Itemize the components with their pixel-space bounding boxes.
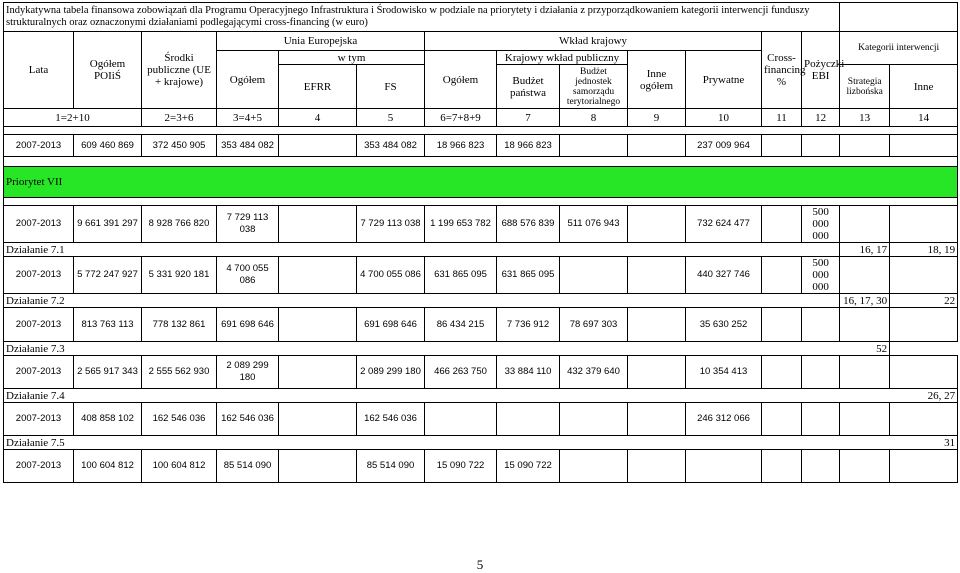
value-cell — [762, 403, 802, 436]
year-cell: 2007-2013 — [4, 308, 74, 342]
table-row — [4, 403, 958, 436]
header-strategia-lizbonska: Strategia lizbońska — [840, 65, 890, 109]
action-row — [4, 243, 958, 257]
value-cell: 246 312 066 — [686, 403, 762, 436]
value-cell: 2 555 562 930 — [142, 356, 217, 389]
value-cell: 7 736 912 — [497, 308, 560, 342]
action-label: Działanie 7.2 — [4, 294, 840, 308]
header-kw-ogolem: Ogółem — [425, 51, 497, 109]
value-cell — [762, 356, 802, 389]
header-fs: FS — [357, 65, 425, 109]
value-cell — [890, 135, 958, 157]
value-cell — [840, 356, 890, 389]
column-numbers-row — [4, 109, 958, 127]
header-ogolem-poiis: Ogółem POIiŚ — [74, 32, 142, 109]
column-number: 12 — [802, 109, 840, 127]
header-wklad-krajowy: Wkład krajowy — [425, 32, 762, 51]
value-cell — [840, 257, 890, 294]
column-number: 10 — [686, 109, 762, 127]
table-row — [4, 356, 958, 389]
column-number: 3=4+5 — [217, 109, 279, 127]
value-cell — [802, 450, 840, 483]
value-cell: 10 354 413 — [686, 356, 762, 389]
value-cell: 86 434 215 — [425, 308, 497, 342]
value-cell — [279, 206, 357, 243]
action-row — [4, 342, 958, 356]
header-efrr: EFRR — [279, 65, 357, 109]
action-row — [4, 436, 958, 450]
header-krajowy-wklad-publiczny: Krajowy wkład publiczny — [497, 51, 628, 65]
value-cell: 408 858 102 — [74, 403, 142, 436]
action-label-row — [4, 436, 958, 450]
value-cell: 691 698 646 — [357, 308, 425, 342]
value-cell — [840, 450, 890, 483]
value-cell — [560, 257, 628, 294]
year-cell: 2007-2013 — [4, 206, 74, 243]
value-cell — [279, 450, 357, 483]
priority-label: Priorytet VII — [4, 167, 958, 198]
financial-table-sheet — [3, 2, 957, 483]
table-row — [4, 450, 958, 483]
spacer — [4, 157, 958, 167]
header-pozyczki-ebi: Pożyczki EBI — [802, 32, 840, 109]
value-cell — [628, 135, 686, 157]
action-label: Działanie 7.3 52 — [4, 342, 890, 356]
header-srodki-publiczne: Środki publiczne (UE + krajowe) — [142, 32, 217, 109]
value-cell — [425, 403, 497, 436]
value-cell — [802, 403, 840, 436]
value-cell: 1 199 653 782 — [425, 206, 497, 243]
value-cell: 688 576 839 — [497, 206, 560, 243]
value-cell: 609 460 869 — [74, 135, 142, 157]
value-cell: 813 763 113 — [74, 308, 142, 342]
year-cell: 2007-2013 — [4, 135, 74, 157]
action-row — [4, 389, 958, 403]
column-number: 8 — [560, 109, 628, 127]
value-cell: 7 729 113 038 — [217, 206, 279, 243]
value-cell: 15 090 722 — [497, 450, 560, 483]
value-cell — [628, 403, 686, 436]
value-cell: 5 772 247 927 — [74, 257, 142, 294]
header-budzet-panstwa: Budżet państwa — [497, 65, 560, 109]
value-cell: 100 604 812 — [74, 450, 142, 483]
other-cell: 18, 19 — [890, 243, 958, 257]
header-inne: Inne — [890, 65, 958, 109]
value-cell — [890, 257, 958, 294]
value-cell: 778 132 861 — [142, 308, 217, 342]
priority-row — [4, 167, 958, 198]
column-number: 5 — [357, 109, 425, 127]
value-cell — [762, 308, 802, 342]
action-label: Działanie 7.1 — [4, 243, 840, 257]
value-cell: 691 698 646 — [217, 308, 279, 342]
value-cell: 35 630 252 — [686, 308, 762, 342]
header-kategorii-interwencji: Kategorii interwencji — [840, 32, 958, 65]
value-cell: 15 090 722 — [425, 450, 497, 483]
value-cell: 432 379 640 — [560, 356, 628, 389]
column-number: 6=7+8+9 — [425, 109, 497, 127]
header-w-tym: w tym — [279, 51, 425, 65]
financial-table — [3, 2, 958, 483]
value-cell — [560, 403, 628, 436]
value-cell — [279, 356, 357, 389]
value-cell: 5 331 920 181 — [142, 257, 217, 294]
value-cell: 18 966 823 — [497, 135, 560, 157]
column-number: 2=3+6 — [142, 109, 217, 127]
value-cell: 511 076 943 — [560, 206, 628, 243]
value-cell: 2 089 299 180 — [357, 356, 425, 389]
value-cell — [762, 450, 802, 483]
value-cell — [628, 450, 686, 483]
value-cell — [279, 308, 357, 342]
year-cell: 2007-2013 — [4, 356, 74, 389]
column-number: 4 — [279, 109, 357, 127]
value-cell — [890, 206, 958, 243]
column-number: 1=2+10 — [4, 109, 142, 127]
value-cell — [279, 135, 357, 157]
value-cell — [802, 308, 840, 342]
value-cell — [497, 403, 560, 436]
value-cell: 7 729 113 038 — [357, 206, 425, 243]
header-lata: Lata — [4, 32, 74, 109]
column-number: 7 — [497, 109, 560, 127]
table-row — [4, 257, 958, 294]
value-cell: 500 000 000 — [802, 206, 840, 243]
value-cell: 440 327 746 — [686, 257, 762, 294]
value-cell — [762, 206, 802, 243]
value-cell: 732 624 477 — [686, 206, 762, 243]
value-cell: 631 865 095 — [425, 257, 497, 294]
value-cell: 4 700 055 086 — [217, 257, 279, 294]
value-cell: 353 484 082 — [217, 135, 279, 157]
action-label: Działanie 7.4 — [6, 389, 65, 402]
table-row — [4, 135, 958, 157]
value-cell: 162 546 036 — [142, 403, 217, 436]
value-cell: 466 263 750 — [425, 356, 497, 389]
value-cell: 9 661 391 297 — [74, 206, 142, 243]
table-title: Indykatywna tabela finansowa zobowiązań dla Programu Operacyjnego Infrastruktura i Środowisko w podziale na priorytety i działania z przyporządkowaniem kategorii interwencji funduszy strukturalnych oraz oznaczonymi działaniami podlegającymi cross-financing (w euro) — [4, 3, 840, 32]
value-cell: 18 966 823 — [425, 135, 497, 157]
spacer — [4, 127, 958, 135]
table-row — [4, 308, 958, 342]
value-cell — [840, 135, 890, 157]
value-cell — [560, 450, 628, 483]
header-inne-ogolem: Inne ogółem — [628, 51, 686, 109]
header-unia-europejska: Unia Europejska — [217, 32, 425, 51]
value-cell: 85 514 090 — [217, 450, 279, 483]
value-cell — [762, 257, 802, 294]
value-cell — [890, 356, 958, 389]
value-cell: 162 546 036 — [357, 403, 425, 436]
value-cell: 631 865 095 — [497, 257, 560, 294]
category-cell: 26, 27 — [927, 389, 956, 402]
category-cell: 16, 17 — [840, 243, 890, 257]
value-cell — [560, 135, 628, 157]
value-cell: 500 000 000 — [802, 257, 840, 294]
value-cell: 33 884 110 — [497, 356, 560, 389]
column-number: 14 — [890, 109, 958, 127]
value-cell — [890, 403, 958, 436]
value-cell — [279, 257, 357, 294]
value-cell — [279, 403, 357, 436]
value-cell: 4 700 055 086 — [357, 257, 425, 294]
header-budzet-jst: Budżet jednostek samorządu terytorialnego — [560, 65, 628, 109]
category-cell: 52 — [876, 342, 888, 355]
value-cell: 8 928 766 820 — [142, 206, 217, 243]
column-number: 9 — [628, 109, 686, 127]
other-cell: 22 — [890, 294, 958, 308]
value-cell: 372 450 905 — [142, 135, 217, 157]
category-cell: 31 — [944, 436, 956, 449]
title-blank — [840, 3, 958, 32]
value-cell: 78 697 303 — [560, 308, 628, 342]
value-cell — [840, 403, 890, 436]
value-cell — [802, 135, 840, 157]
value-cell — [628, 308, 686, 342]
value-cell — [890, 308, 958, 342]
header-ue-ogolem: Ogółem — [217, 51, 279, 109]
value-cell — [890, 450, 958, 483]
action-row — [4, 294, 958, 308]
year-cell: 2007-2013 — [4, 403, 74, 436]
page-number: 5 — [476, 557, 484, 572]
column-number: 11 — [762, 109, 802, 127]
value-cell — [628, 257, 686, 294]
year-cell: 2007-2013 — [4, 450, 74, 483]
value-cell — [840, 206, 890, 243]
column-number: 13 — [840, 109, 890, 127]
header-cross-financing: Cross-financing % — [762, 32, 802, 109]
value-cell: 237 009 964 — [686, 135, 762, 157]
value-cell — [628, 356, 686, 389]
value-cell — [762, 135, 802, 157]
category-cell: 16, 17, 30 — [840, 294, 890, 308]
value-cell — [628, 206, 686, 243]
header-prywatne: Prywatne — [686, 51, 762, 109]
value-cell: 2 089 299 180 — [217, 356, 279, 389]
value-cell — [686, 450, 762, 483]
value-cell: 353 484 082 — [357, 135, 425, 157]
action-label-row — [4, 389, 958, 403]
value-cell: 100 604 812 — [142, 450, 217, 483]
value-cell: 2 565 917 343 — [74, 356, 142, 389]
value-cell: 162 546 036 — [217, 403, 279, 436]
value-cell: 85 514 090 — [357, 450, 425, 483]
year-cell: 2007-2013 — [4, 257, 74, 294]
value-cell — [802, 356, 840, 389]
action-label: Działanie 7.5 — [6, 436, 65, 449]
value-cell — [840, 308, 890, 342]
table-row — [4, 206, 958, 243]
spacer — [4, 198, 958, 206]
